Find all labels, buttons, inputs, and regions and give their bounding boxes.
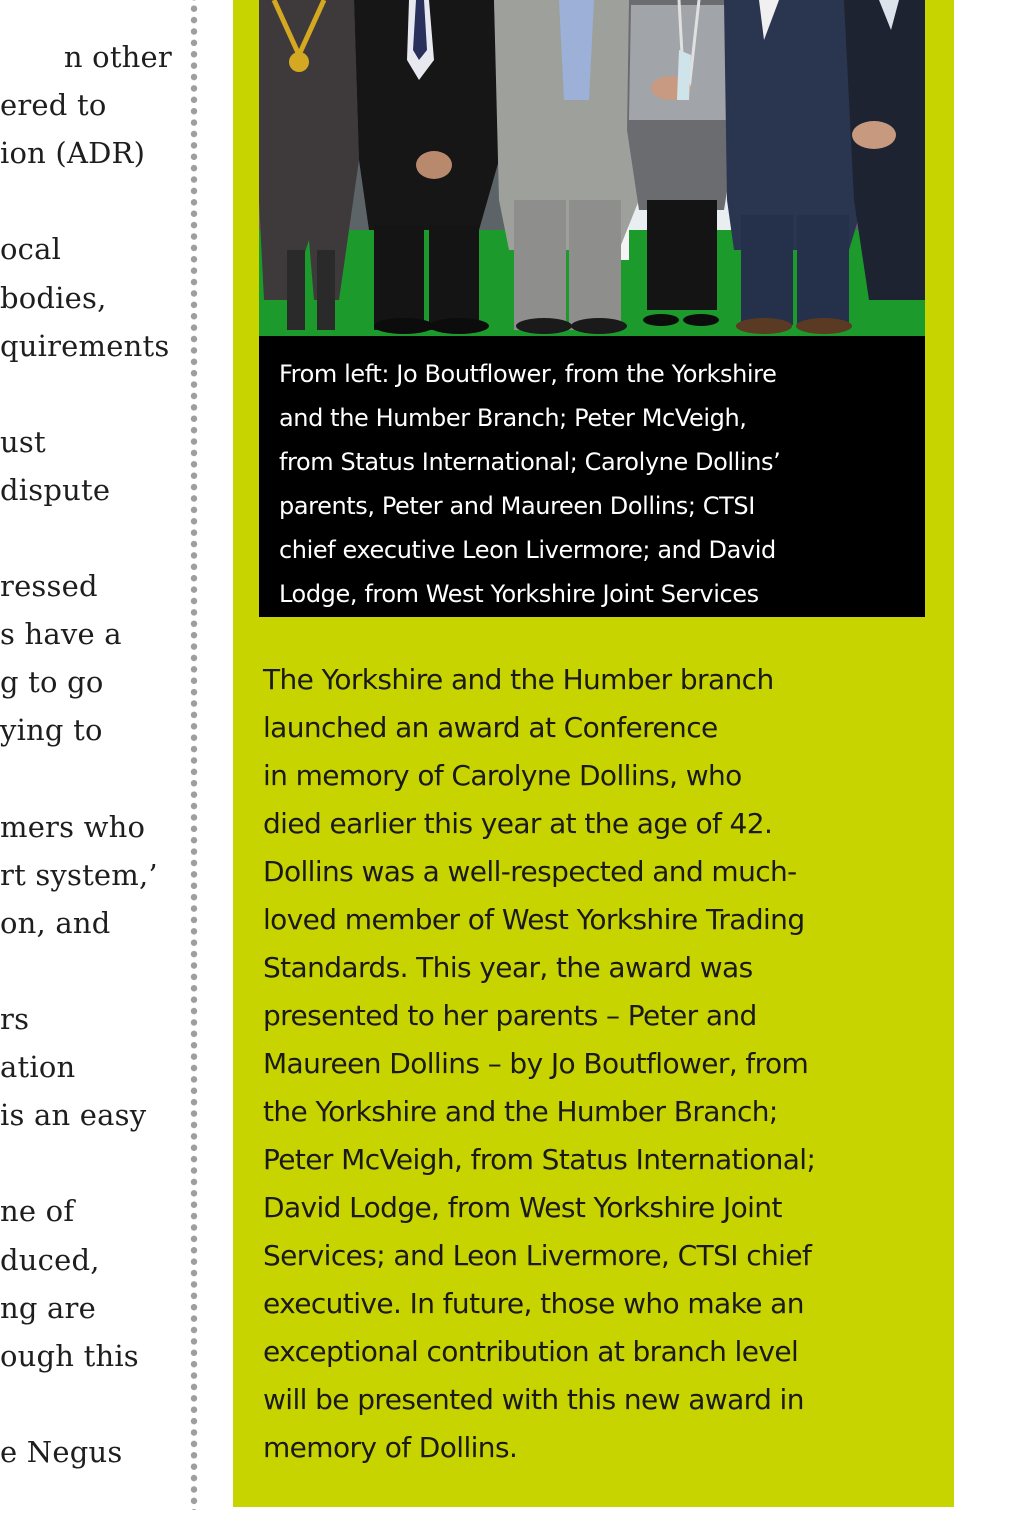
left-column-line: is an easy xyxy=(0,1098,147,1133)
photo-caption-text: From left: Jo Boutflower, from the Yorkshire and the Humber Branch; Peter McVeigh, from Status International; Carolyne Dollins’ parents, Peter and Maureen Dollins; CTSI chief executive Leon Livermore; and David Lodge, from West Yorkshire Joint Services xyxy=(279,360,781,608)
left-column-line: n other xyxy=(63,40,172,74)
left-column-line: quirements xyxy=(0,328,170,363)
left-column-line: duced, xyxy=(0,1242,100,1277)
photo-caption xyxy=(259,336,925,617)
left-column-line: s have a xyxy=(0,617,122,652)
left-column-line: dispute xyxy=(0,472,111,507)
left-column-line: ered to xyxy=(0,88,107,123)
award-photo xyxy=(259,0,925,336)
left-column-line: ust xyxy=(0,424,46,459)
left-column-line: g to go xyxy=(0,665,104,700)
left-column-line: on, and xyxy=(0,905,111,940)
left-column-line: rs xyxy=(0,1002,30,1036)
left-column-line: rt system,’ xyxy=(0,857,158,892)
dotted-column-divider xyxy=(189,0,199,1510)
left-article-column xyxy=(0,0,172,1536)
left-column-line: ion (ADR) xyxy=(0,136,146,171)
left-column-line: ation xyxy=(0,1050,76,1085)
left-column-line: e Negus xyxy=(0,1434,123,1469)
left-column-line: ng are xyxy=(0,1290,96,1325)
left-column-line: ough this xyxy=(0,1338,139,1373)
left-column-line: ressed xyxy=(0,569,98,604)
left-column-line: ocal xyxy=(0,232,62,267)
left-column-line: bodies, xyxy=(0,280,107,315)
left-column-line: ying to xyxy=(0,713,103,748)
left-column-line: mers who xyxy=(0,809,146,844)
award-photo-illustration xyxy=(259,0,925,336)
sidebar-body-text: The Yorkshire and the Humber branch launched an award at Conference in memory of Carolyne Dollins, who died earlier this year at the age of 42. Dollins was a well-respected and much- loved member of West Yorkshire Trading Standards. This year, the award was presented to her parents – Peter and Maureen Dollins – by Jo Boutflower, from the Yorkshire and the Humber Branch; Peter McVeigh, from Status International; David Lodge, from West Yorkshire Joint Services; and Leon Livermore, CTSI chief executive. In future, those who make an exceptional contribution at branch level will be presented with this new award in memory of Dollins. xyxy=(263,663,816,1464)
left-column-line: ne of xyxy=(0,1194,75,1229)
